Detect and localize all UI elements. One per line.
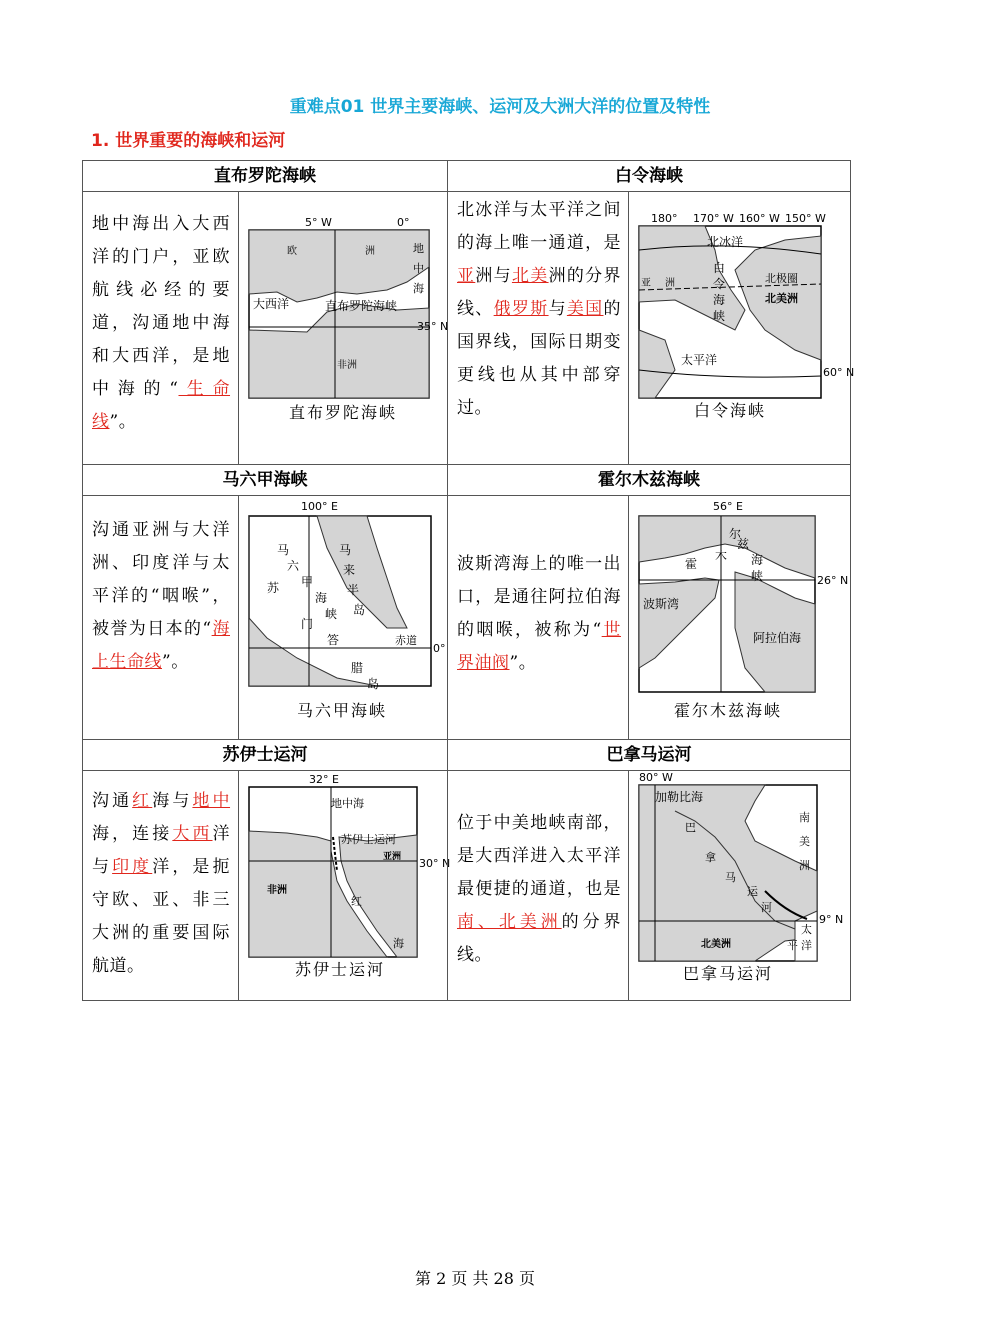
map-label: 六 bbox=[287, 559, 300, 573]
panama-title: 巴拿马运河 bbox=[447, 739, 851, 771]
gibraltar-description: 地中海出入大西洋的门户，亚欧航线必经的要道，沟通地中海和大西洋，是地中海的“生命线”。 bbox=[92, 214, 231, 432]
straits-canals-table bbox=[82, 160, 855, 1001]
panama-text-cell bbox=[447, 770, 629, 1001]
map-label: 9° N bbox=[819, 913, 844, 926]
map-label: 洋 bbox=[801, 939, 812, 952]
panama-map bbox=[635, 771, 850, 983]
suez-description: 沟通红海与地中海，连接大西洋与印度洋，是扼守欧、亚、非三大洲的重要国际航道。 bbox=[92, 791, 231, 976]
map-label: 马 bbox=[725, 871, 736, 884]
panama-map-cell bbox=[628, 770, 851, 1001]
bering-map bbox=[635, 210, 855, 422]
suez-text-cell bbox=[82, 770, 239, 1001]
map-label: 北美洲 bbox=[765, 292, 798, 305]
bering-map-cell bbox=[628, 191, 855, 465]
map-label: 马 bbox=[339, 543, 352, 557]
hormuz-map bbox=[635, 498, 850, 720]
map-label: 苏 bbox=[267, 581, 280, 595]
section-title: 1. 世界重要的海峡和运河 bbox=[91, 131, 286, 151]
map-label: 欧 bbox=[287, 246, 297, 257]
map-label: 5° W bbox=[305, 216, 332, 229]
map-label: 霍 bbox=[685, 557, 698, 571]
hormuz-description: 波斯湾海上的唯一出口，是通往阿拉伯海的咽喉，被称为“世界油阀”。 bbox=[457, 554, 621, 673]
map-label: 180° bbox=[651, 212, 678, 225]
gibraltar-text-cell bbox=[82, 191, 239, 465]
map-label: 直布罗陀海峡 bbox=[325, 299, 398, 313]
panama-caption: 巴拿马运河 bbox=[682, 964, 773, 983]
map-label: 北极圈 bbox=[765, 272, 798, 285]
map-label: 红 bbox=[351, 895, 362, 908]
map-label: 阿拉伯海 bbox=[753, 631, 802, 645]
bering-description: 北冰洋与太平洋之间的海上唯一通道，是亚洲与北美洲的分界线、俄罗斯与美国的国界线，国际日期变更线也从其中部穿过。 bbox=[457, 200, 621, 418]
map-label: 80° W bbox=[639, 771, 673, 784]
map-label: 尔 bbox=[729, 527, 742, 541]
malacca-caption: 马六甲海峡 bbox=[296, 701, 387, 720]
map-label: 答 bbox=[327, 633, 340, 647]
map-label: 加勒比海 bbox=[655, 790, 704, 804]
map-label: 洲 bbox=[799, 859, 810, 872]
map-label: 海 bbox=[393, 937, 404, 950]
map-label: 岛 bbox=[353, 603, 366, 617]
map-label: 26° N bbox=[817, 574, 849, 587]
bering-caption: 白令海峡 bbox=[693, 401, 766, 420]
map-label: 令 bbox=[713, 277, 726, 291]
map-label: 中 bbox=[413, 262, 424, 275]
gibraltar-map-cell bbox=[238, 191, 448, 465]
map-label: 美 bbox=[799, 835, 810, 848]
panama-description: 位于中美地峡南部，是大西洋进入太平洋最便捷的通道，也是南、北美洲的分界线。 bbox=[457, 813, 622, 965]
map-label: 峡 bbox=[325, 607, 338, 621]
suez-caption: 苏伊士运河 bbox=[294, 960, 385, 979]
map-label: 北美洲 bbox=[701, 939, 731, 950]
malacca-map-cell bbox=[238, 495, 448, 740]
map-label: 巴 bbox=[685, 821, 696, 834]
map-label: 30° N bbox=[419, 857, 451, 870]
map-label: 半 bbox=[347, 583, 360, 597]
malacca-text-cell bbox=[82, 495, 239, 740]
map-label: 木 bbox=[715, 549, 728, 563]
map-label: 0° bbox=[433, 642, 446, 655]
map-label: 150° W bbox=[785, 212, 826, 225]
map-label: 平 bbox=[787, 939, 798, 952]
map-label: 100° E bbox=[301, 500, 338, 513]
page-footer: 第 2 页 共 28 页 bbox=[415, 1269, 535, 1288]
hormuz-title: 霍尔木兹海峡 bbox=[447, 464, 851, 496]
malacca-map bbox=[247, 498, 447, 720]
map-label: 来 bbox=[343, 563, 356, 577]
page-heading: 重难点01 世界主要海峡、运河及大洲大洋的位置及特性 bbox=[289, 97, 711, 117]
map-label: 波斯湾 bbox=[643, 597, 680, 611]
map-label: 32° E bbox=[309, 773, 339, 786]
map-label: 赤道 bbox=[395, 634, 417, 647]
map-label: 60° N bbox=[823, 366, 855, 379]
map-label: 甲 bbox=[301, 575, 314, 589]
map-label: 160° W bbox=[739, 212, 780, 225]
map-label: 海 bbox=[751, 553, 764, 567]
malacca-title: 马六甲海峡 bbox=[82, 464, 448, 496]
map-label: 兹 bbox=[737, 537, 750, 551]
map-label: 峡 bbox=[751, 569, 764, 583]
gibraltar-caption: 直布罗陀海峡 bbox=[288, 403, 397, 422]
bering-title: 白令海峡 bbox=[447, 160, 851, 192]
map-label: 35° N bbox=[417, 320, 449, 333]
map-label: 洲 bbox=[665, 278, 675, 289]
map-label: 苏伊士运河 bbox=[341, 833, 396, 846]
map-label: 峡 bbox=[713, 309, 726, 323]
map-label: 非洲 bbox=[337, 360, 357, 371]
map-label: 太 bbox=[801, 923, 812, 936]
map-label: 南 bbox=[799, 811, 810, 824]
map-label: 运 bbox=[747, 885, 758, 898]
map-label: 北冰洋 bbox=[707, 235, 744, 249]
map-label: 洲 bbox=[365, 246, 375, 257]
map-label: 大西洋 bbox=[253, 297, 290, 311]
bering-text-cell bbox=[447, 191, 629, 465]
map-label: 地 bbox=[413, 242, 424, 255]
map-label: 拿 bbox=[705, 851, 716, 864]
map-label: 亚 bbox=[641, 278, 651, 289]
map-label: 太平洋 bbox=[681, 353, 718, 367]
map-label: 岛 bbox=[367, 677, 380, 691]
suez-title: 苏伊士运河 bbox=[82, 739, 448, 771]
map-label: 腊 bbox=[351, 661, 364, 675]
map-label: 非洲 bbox=[267, 885, 287, 896]
map-label: 海 bbox=[413, 282, 424, 295]
hormuz-text-cell bbox=[447, 495, 629, 740]
map-label: 白 bbox=[713, 261, 726, 275]
map-label: 河 bbox=[761, 901, 772, 914]
suez-map-cell bbox=[238, 770, 451, 1001]
map-label: 亚洲 bbox=[383, 852, 402, 862]
hormuz-map-cell bbox=[628, 495, 851, 740]
gibraltar-title: 直布罗陀海峡 bbox=[82, 160, 448, 192]
map-label: 海 bbox=[713, 293, 726, 307]
map-label: 地中海 bbox=[331, 797, 364, 810]
map-label: 门 bbox=[301, 617, 314, 631]
gibraltar-map bbox=[247, 212, 449, 424]
suez-map bbox=[247, 771, 451, 979]
map-label: 0° bbox=[397, 216, 410, 229]
hormuz-caption: 霍尔木兹海峡 bbox=[673, 701, 782, 720]
malacca-description: 沟通亚洲与大洋洲、印度洋与太平洋的“咽喉”，被誉为日本的“海上生命线”。 bbox=[92, 520, 230, 672]
map-label: 56° E bbox=[713, 500, 743, 513]
map-label: 马 bbox=[277, 543, 290, 557]
map-label: 170° W bbox=[693, 212, 734, 225]
map-label: 海 bbox=[315, 591, 328, 605]
